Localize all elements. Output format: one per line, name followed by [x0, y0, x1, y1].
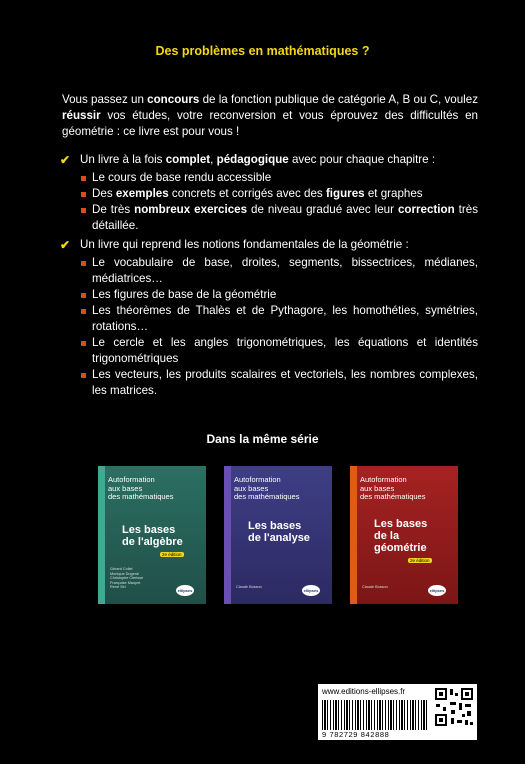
bullet-square-icon — [81, 309, 86, 314]
check-icon: ✔ — [60, 153, 71, 167]
list-item: Des exemples concrets et corrigés avec des figures et graphes — [92, 186, 478, 202]
list-item: Les théorèmes de Thalès et de Pythagore, les homothéties, symétries, rotations… — [92, 303, 478, 335]
book-authors: Claude Bosson — [362, 585, 388, 590]
section-notions-heading: Un livre qui reprend les notions fondamentales de la géométrie : — [80, 238, 409, 251]
cover-stripe — [98, 466, 105, 604]
bullet-square-icon — [81, 192, 86, 197]
edition-badge: 2e édition — [162, 552, 182, 557]
section-complet-heading: Un livre à la fois complet, pédagogique avec pour chaque chapitre : — [80, 153, 436, 166]
isbn-number: 9 782729 842888 — [322, 730, 428, 740]
section-notions — [62, 237, 478, 399]
series-title: Dans la même série — [206, 432, 319, 446]
check-icon: ✔ — [60, 238, 71, 252]
book-authors: Gérard Collet Monique Dugené Christophe Clerisse Françoise Maupet René Siri — [110, 567, 144, 590]
bullet-square-icon — [81, 208, 86, 213]
book-series-label: Autoformation aux bases des mathématiques — [360, 475, 426, 501]
book-authors: Claude Bosson — [236, 585, 262, 590]
book-title: Les bases de l'analyse — [248, 520, 310, 544]
intro-bold-reussir: réussir — [62, 109, 101, 122]
list-item: Le cours de base rendu accessible — [92, 170, 478, 186]
qr-code-icon — [434, 687, 474, 727]
list-item: De très nombreux exercices de niveau gradué avec leur correction très détaillée. — [92, 202, 478, 234]
publisher-logo: ellipses — [176, 585, 194, 596]
list-item: Les vecteurs, les produits scalaires et vectoriels, les nombres complexes, les matrices. — [92, 367, 478, 399]
barcode — [322, 700, 428, 730]
book-title: Les bases de la géométrie — [374, 518, 428, 554]
publisher-logo: ellipses — [302, 585, 320, 596]
book-series-label: Autoformation aux bases des mathématiques — [108, 475, 174, 501]
publisher-logo: ellipses — [428, 585, 446, 596]
book-title: Les bases de l'algèbre — [122, 524, 183, 548]
bullet-square-icon — [81, 373, 86, 378]
section-complet — [62, 152, 478, 234]
book-cover-geometrie — [350, 466, 458, 604]
bullet-square-icon — [81, 261, 86, 266]
book-series-label: Autoformation aux bases des mathématiques — [234, 475, 300, 501]
intro-paragraph: Vous passez un concours de la fonction publique de catégorie A, B ou C, voulez réussir vos études, votre reconversion et vous éprouvez des difficultés en géométrie : ce livre est pour vous ! — [62, 93, 478, 138]
list-item: Les figures de base de la géométrie — [92, 287, 478, 303]
list-item: Le cercle et les angles trigonométriques, les équations et identités trigonométriques — [92, 335, 478, 367]
cover-stripe — [224, 466, 231, 604]
edition-badge: 2e édition — [410, 558, 430, 563]
bullet-square-icon — [81, 176, 86, 181]
bullet-square-icon — [81, 341, 86, 346]
list-item: Le vocabulaire de base, droites, segments, bissectrices, médianes, médiatrices… — [92, 255, 478, 287]
book-cover-analyse — [224, 466, 332, 604]
publisher-website: www.editions-ellipses.fr — [322, 687, 406, 696]
intro-bold-concours: concours — [147, 93, 200, 106]
barcode-panel — [318, 684, 477, 740]
bullet-square-icon — [81, 293, 86, 298]
headline: Des problèmes en mathématiques ? — [155, 44, 370, 58]
book-cover-algebre — [98, 466, 206, 604]
cover-stripe — [350, 466, 357, 604]
